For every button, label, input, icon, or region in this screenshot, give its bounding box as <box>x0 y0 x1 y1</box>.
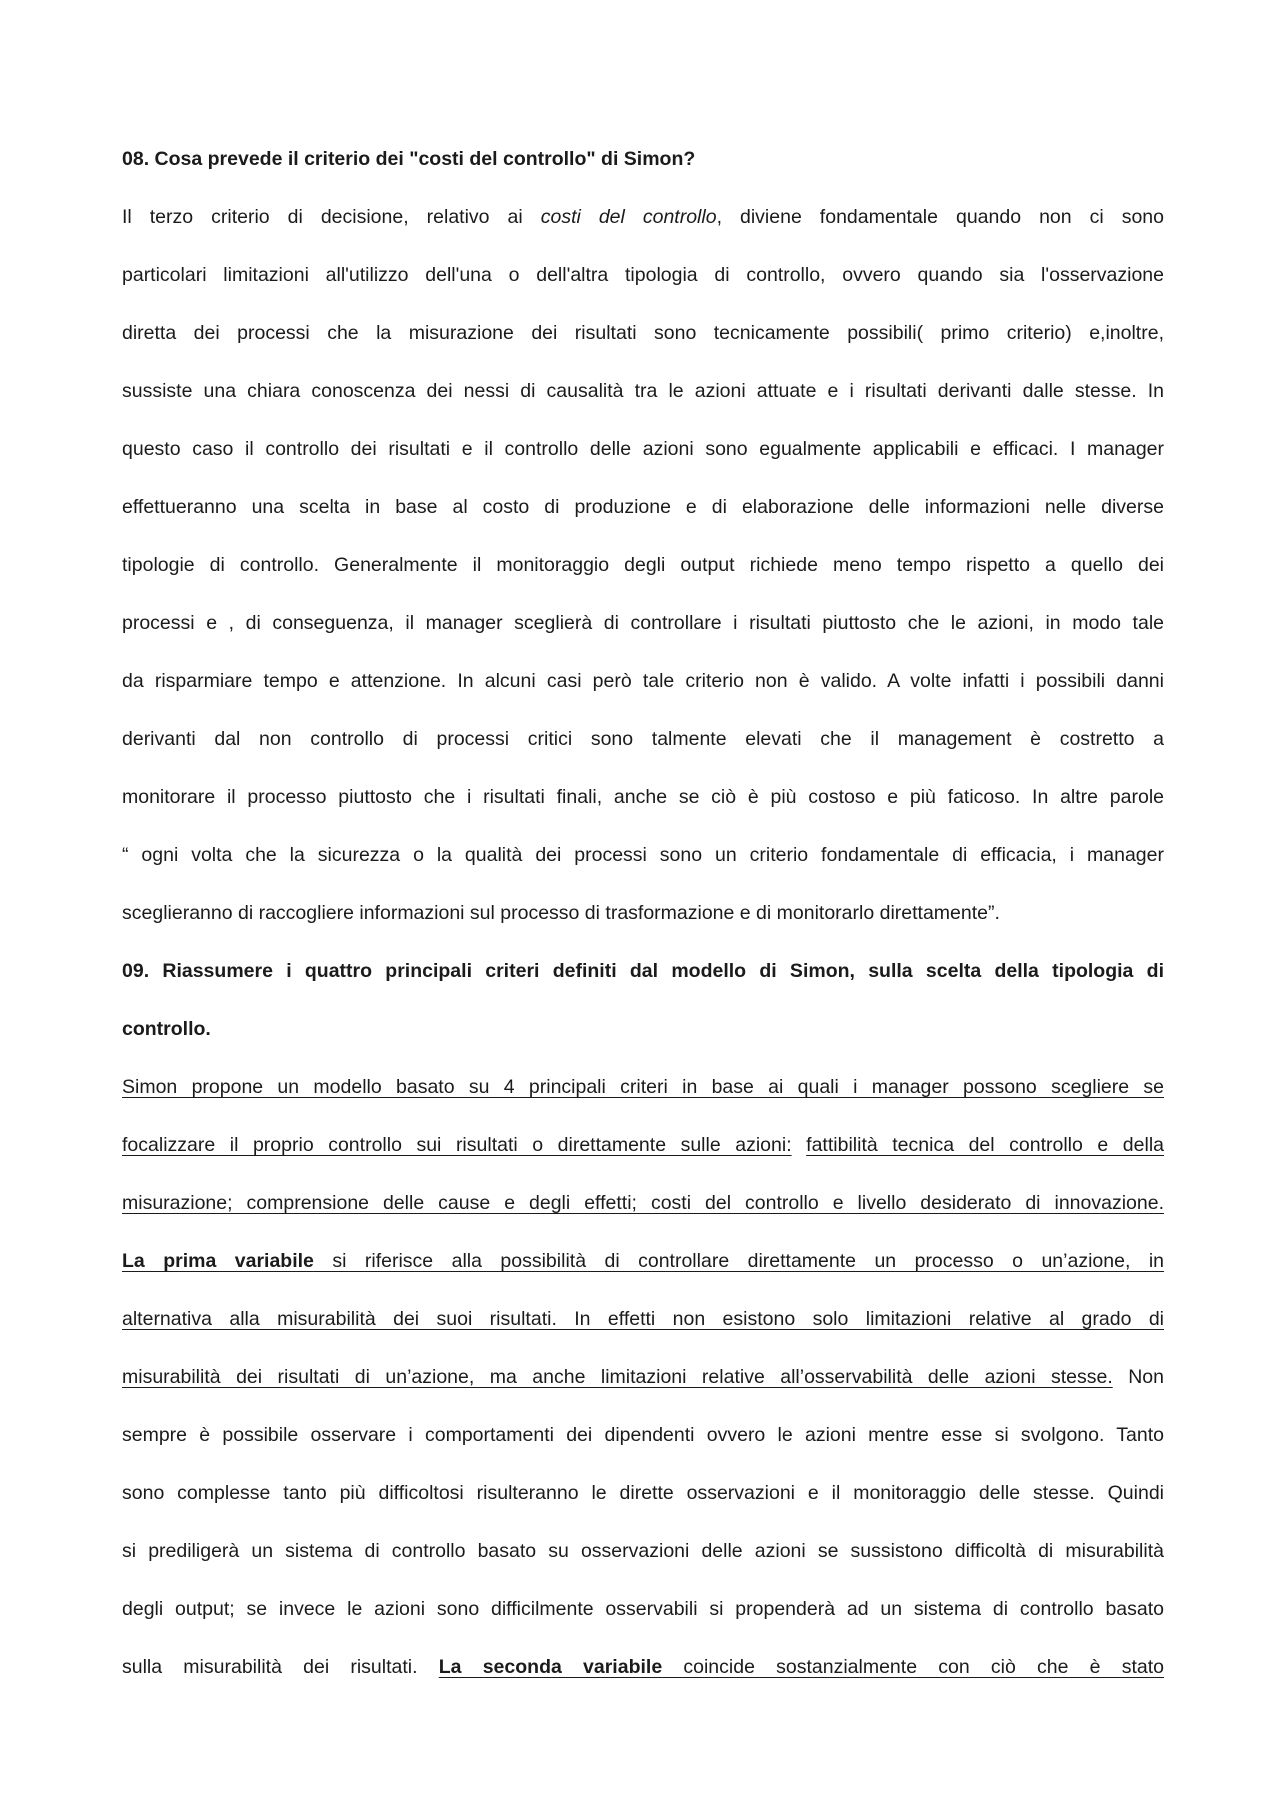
q08-line-13: sceglieranno di raccogliere informazioni sul processo di trasformazione e di monitorarlo direttamente”. <box>122 902 1000 924</box>
q08-line-10: derivanti dal non controllo di processi critici sono talmente elevati che il management è costretto a <box>122 728 1164 750</box>
q09-line-1 <box>122 1076 1164 1134</box>
q08-line-1-b: , diviene fondamentale quando non ci sono <box>716 206 1164 228</box>
q08-line-6: effettueranno una scelta in base al costo di produzione e di elaborazione delle informazioni nelle diverse <box>122 496 1164 518</box>
q09-line-5 <box>122 1308 1164 1366</box>
q09-line-3-text: misurazione; comprensione delle cause e degli effetti; costi del controllo e livello desiderato di innovazione. <box>122 1192 1164 1214</box>
q09-line-11 <box>122 1656 1164 1714</box>
q08-line-1 <box>122 206 1164 264</box>
q09-line-5-text: alternativa alla misurabilità dei suoi risultati. In effetti non esistono solo limitazioni relative al grado di <box>122 1308 1164 1330</box>
q09-line-2-a: focalizzare il proprio controllo sui risultati o direttamente sulle azioni: <box>122 1134 792 1156</box>
q09-line-10: degli output; se invece le azioni sono difficilmente osservabili si propenderà ad un sistema di controllo basato <box>122 1598 1164 1620</box>
q09-title-line-1: 09. Riassumere i quattro principali criteri definiti dal modello di Simon, sulla scelta della tipologia di <box>122 960 1164 982</box>
q09-line-2-b: fattibilità tecnica del controllo e della <box>806 1134 1165 1156</box>
q09-line-1-text: Simon propone un modello basato su 4 principali criteri in base ai quali i manager possono scegliere se <box>122 1076 1164 1098</box>
q09-line-2 <box>122 1134 1164 1192</box>
q08-line-3: diretta dei processi che la misurazione dei risultati sono tecnicamente possibili( primo criterio) e,inoltre, <box>122 322 1164 344</box>
q09-line-4-rest: si riferisce alla possibilità di controllare direttamente un processo o un’azione, in <box>313 1250 1164 1272</box>
q08-line-11: monitorare il processo piuttosto che i risultati finali, anche se ciò è più costoso e più faticoso. In altre parole <box>122 786 1164 808</box>
q09-line-3 <box>122 1192 1164 1250</box>
q09-line-6-underlined: misurabilità dei risultati di un’azione, ma anche limitazioni relative all’osservabilità delle azioni stesse. <box>122 1366 1113 1388</box>
q09-first-variable-label: La prima variabile <box>122 1250 314 1272</box>
q08-line-5: questo caso il controllo dei risultati e il controllo delle azioni sono egualmente applicabili e efficaci. I manager <box>122 438 1164 460</box>
q09-title-line-2: controllo. <box>122 1018 211 1040</box>
q08-line-2: particolari limitazioni all'utilizzo dell'una o dell'altra tipologia di controllo, ovvero quando sia l'osservazione <box>122 264 1164 286</box>
q09-line-11-a: sulla misurabilità dei risultati. <box>122 1656 439 1678</box>
q09-line-6-rest: Non <box>1112 1366 1164 1388</box>
document-page <box>122 148 1164 1714</box>
q08-line-8: processi e , di conseguenza, il manager sceglierà di controllare i risultati piuttosto che le azioni, in modo tale <box>122 612 1164 634</box>
q09-line-11-b: coincide sostanzialmente con ciò che è stato <box>662 1656 1164 1678</box>
q09-line-9: si prediligerà un sistema di controllo basato su osservazioni delle azioni se sussistono difficoltà di misurabilità <box>122 1540 1164 1562</box>
q09-line-6 <box>122 1366 1164 1424</box>
q09-line-7: sempre è possibile osservare i comportamenti dei dipendenti ovvero le azioni mentre esse si svolgono. Tanto <box>122 1424 1164 1446</box>
q08-line-12: “ ogni volta che la sicurezza o la qualità dei processi sono un criterio fondamentale di efficacia, i manager <box>122 844 1164 866</box>
q08-line-1-emphasis: costi del controllo <box>540 206 717 228</box>
q08-line-4: sussiste una chiara conoscenza dei nessi di causalità tra le azioni attuate e i risultati derivanti dalle stesse. In <box>122 380 1164 402</box>
q08-line-7: tipologie di controllo. Generalmente il monitoraggio degli output richiede meno tempo rispetto a quello dei <box>122 554 1164 576</box>
q09-line-8: sono complesse tanto più difficoltosi risulteranno le dirette osservazioni e il monitoraggio delle stesse. Quindi <box>122 1482 1164 1504</box>
q08-line-9: da risparmiare tempo e attenzione. In alcuni casi però tale criterio non è valido. A volte infatti i possibili danni <box>122 670 1164 692</box>
q08-line-1-a: Il terzo criterio di decisione, relativo ai <box>122 206 541 228</box>
q09-second-variable-label: La seconda variabile <box>438 1656 663 1678</box>
q08-title: 08. Cosa prevede il criterio dei "costi del controllo" di Simon? <box>122 148 696 170</box>
q09-line-4 <box>122 1250 1164 1308</box>
